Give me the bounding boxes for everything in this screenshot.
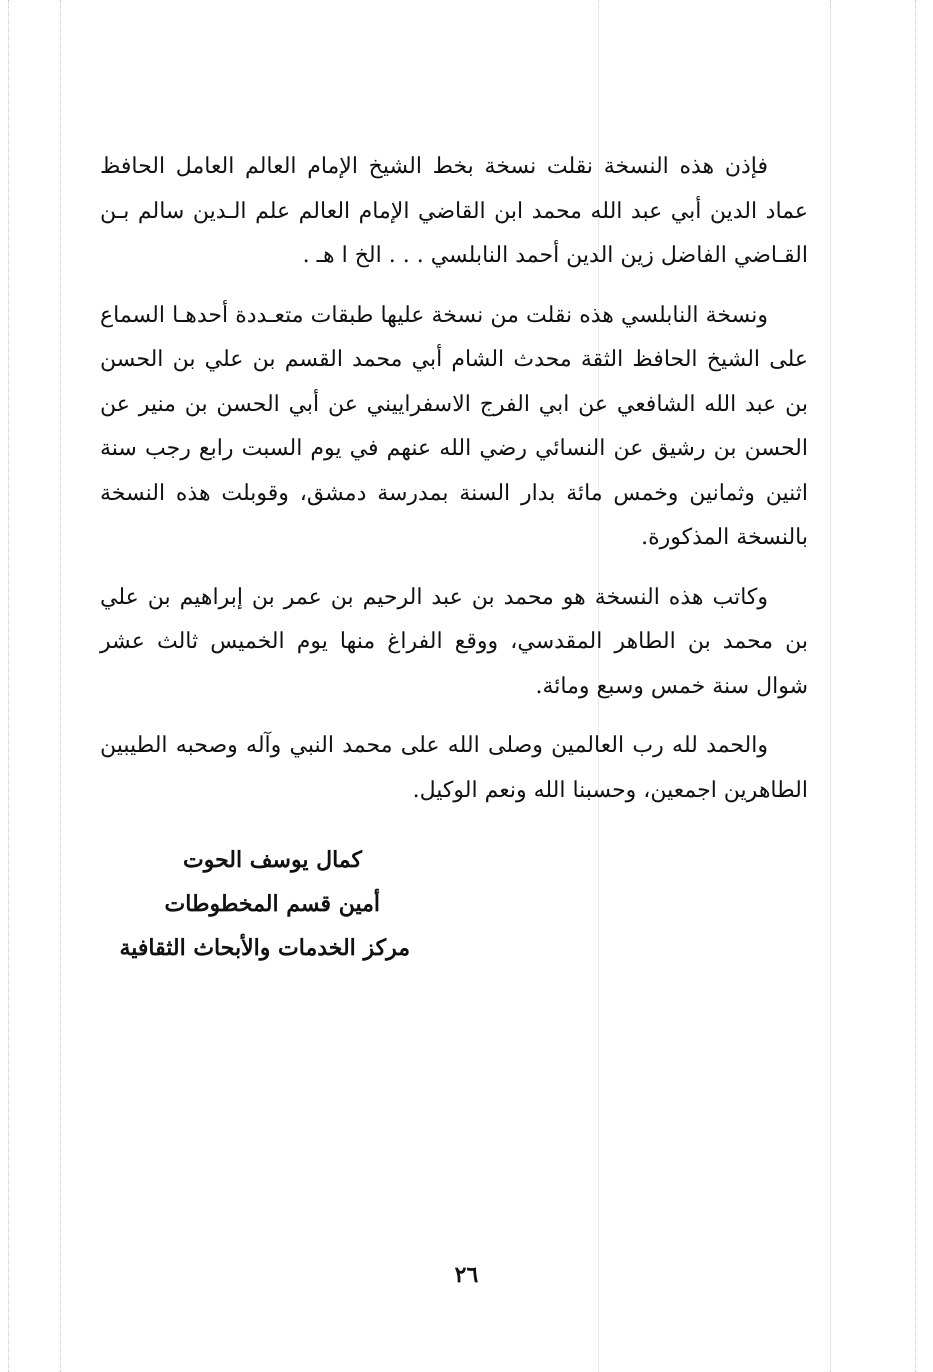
scan-guide-line	[915, 0, 916, 1372]
signature-organization: مركز الخدمات والأبحاث الثقافية	[119, 935, 410, 961]
page-number: ٢٦	[454, 1262, 479, 1288]
paragraph-source-note: فإذن هذه النسخة نقلت نسخة بخط الشيخ الإمام العالم العامل الحافظ عماد الدين أبي عبد الله محمد ابن القاضي الإمام العالم علم الـدين سالم بـن القـاضي الفاضل زين الدين أحمد النابلسي . . . الخ ا هـ .	[100, 154, 808, 268]
scan-guide-line	[8, 0, 9, 1372]
signature-name: كمال يوسف الحوت	[183, 847, 362, 873]
scan-guide-line	[60, 0, 61, 1372]
signature-title: أمين قسم المخطوطات	[164, 891, 380, 917]
page-body	[100, 145, 808, 828]
signature-block	[110, 838, 410, 970]
scan-guide-line	[830, 0, 831, 1372]
paragraph-copyist: وكاتب هذه النسخة هو محمد بن عبد الرحيم بن عمر بن إبراهيم بن علي بن محمد بن الطاهر المقدسي، ووقع الفراغ منها يوم الخميس ثالث عشر شوال سنة خمس وسبع ومائة.	[100, 584, 809, 699]
paragraph-nabulsi-copy: ونسخة النابلسي هذه نقلت من نسخة عليها طبقات متعـددة أحدهـا السماع على الشيخ الحافظ الثقة محدث الشام أبي محمد القسم بن علي بن الحسن بن عبد الله الشافعي عن ابي الفرج الاسفراييني عن أبي الحسن بن منير عن الحسن بن رشيق عن النسائي رضي الله عنهم في يوم السبت رابع رجب سنة اثنين وثمانين وخمس مائة بدار السنة بمدرسة دمشق، وقوبلت هذه النسخة بالنسخة المذكورة.	[100, 302, 808, 550]
paragraph-closing-praise: والحمد لله رب العالمين وصلى الله على محمد النبي وآله وصحبه الطيبين الطاهرين اجمعين، وحسبنا الله ونعم الوكيل.	[100, 733, 808, 803]
